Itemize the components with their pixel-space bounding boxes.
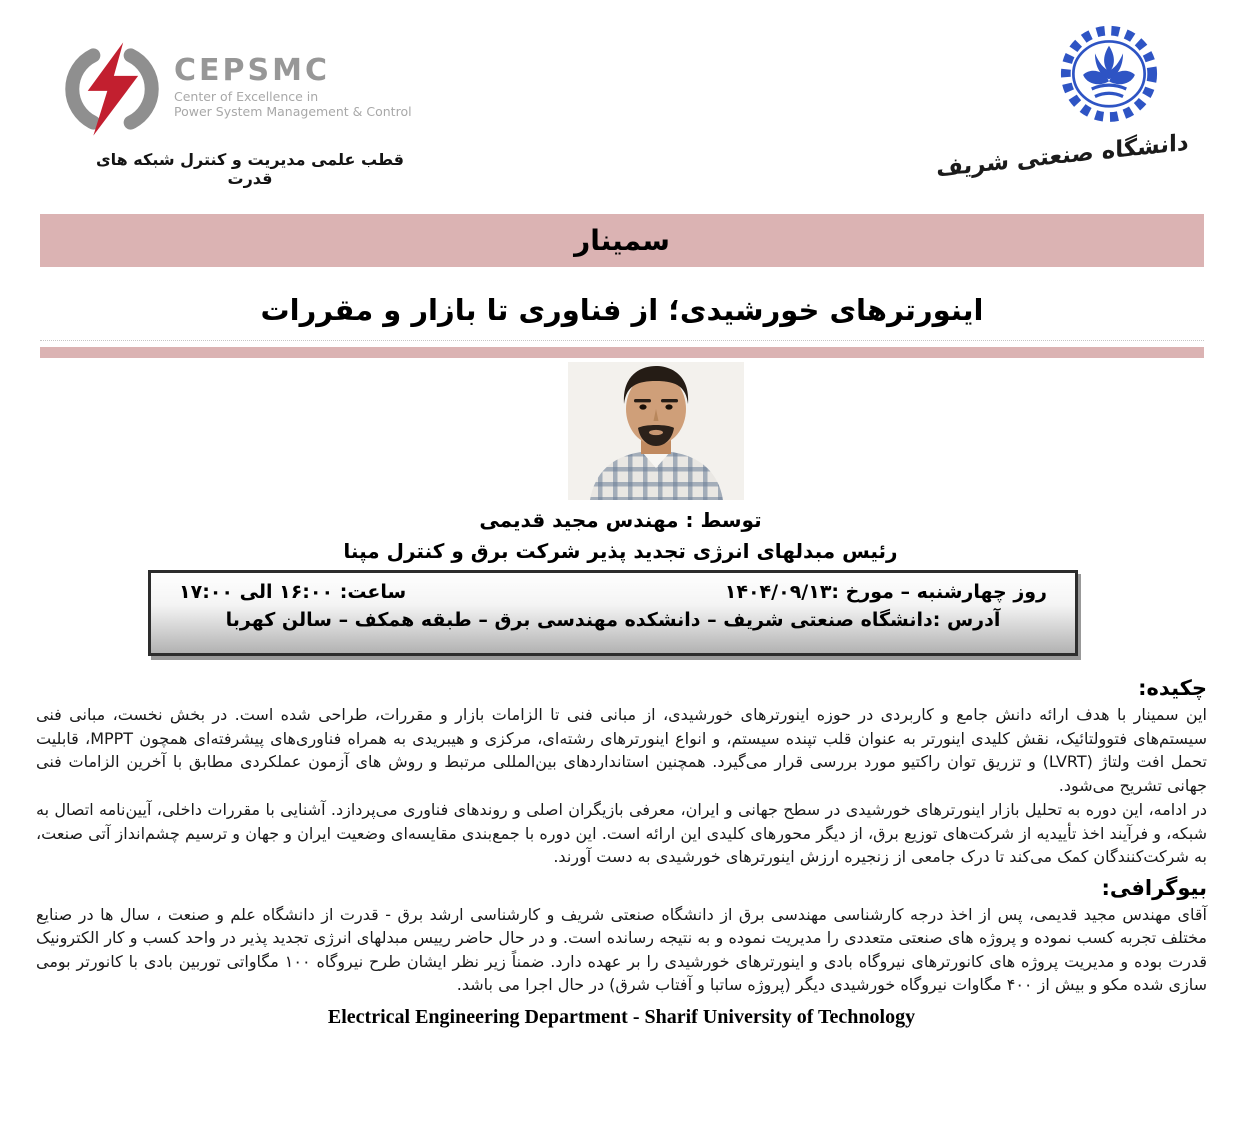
footer-department-line: Electrical Engineering Department - Sharif University of Technology xyxy=(327,1005,916,1028)
event-address: آدرس :دانشگاه صنعتی شریف – دانشکده مهندسی برق – طبقه همکف – سالن کهربا xyxy=(225,609,1001,631)
event-info-box xyxy=(148,570,1078,656)
cepsmc-wordmark xyxy=(174,53,412,119)
seminar-banner xyxy=(40,214,1204,267)
abstract-paragraph-1: این سمینار با هدف ارائه دانش جامع و کاربردی در حوزه اینورترهای خورشیدی، از مبانی فنی تا الزامات بازار و مقررات، طراحی شده است. در بخش نخست، مبانی فنی سیستم‌های فتوولتائیک، نقش کلیدی اینورتر به عنوان قلب تپنده سیستم، و انواع اینورترهای رشته‌ای، مرکزی و هیبریدی به همراه فناوری‌های پیشرفته‌ای همچون MPPT، قابلیت تحمل افت ولتاژ (LVRT) و تزریق توان راکتیو مورد بررسی قرار می‌گیرد. همچنین استانداردهای بین‌المللی مرتبط و روش های آزمون عملکردی مطابق با آخرین الزامات فنی جهانی تشریح می‌شود. xyxy=(36,705,1208,795)
biography-heading: بیوگرافی: xyxy=(1101,875,1207,900)
cepsmc-acronym: CEPSMC xyxy=(174,53,330,88)
presenter-portrait xyxy=(568,362,744,500)
cepsmc-tagline-line2: Power System Management & Control xyxy=(174,104,412,119)
sharif-university-name: دانشگاه صنعتی شریف xyxy=(936,129,1189,183)
cepsmc-logo-block xyxy=(56,40,412,138)
event-time: ساعت: ۱۶:۰۰ الی ۱۷:۰۰ xyxy=(179,581,407,603)
presenter-by-line: توسط : مهندس مجید قدیمی xyxy=(479,508,762,532)
event-day-date: روز چهارشنبه – مورخ :۱۴۰۴/۰۹/۱۳ xyxy=(724,581,1047,603)
document-body xyxy=(36,676,1207,1029)
cepsmc-tagline-line1: Center of Excellence in xyxy=(174,89,319,104)
biography-paragraph: آقای مهندس مجید قدیمی، پس از اخذ درجه کارشناسی مهندسی برق از دانشگاه صنعتی شریف و کارشناسی ارشد برق - قدرت از دانشگاه علم و صنعت ، سال ها در صنایع مختلف تجربه کسب نموده و پروژه های صنعتی متعددی را مدیریت نموده و به نتیجه رسانده است. و در حال حاضر رییس مبدلهای انرژی تجدید پذیر در واحد کسب و کار الکترونیک قدرت بوده و مدیریت پروژه های کانورترهای نیروگاه بادی و اینورترهای خورشیدی را بر عهده دارد. ضمناً زیر نظر ایشان طرح نیروگاه ۱۰۰ مگاواتی توربین بادی با کانورتر بومی سازی شده مکو و بیش از ۴۰۰ مگاوات نیروگاه خورشیدی دیگر (پروژه ساتبا و آفتاب شرق) در حال اجرا می باشد. xyxy=(36,904,1208,994)
lightning-bolt-icon xyxy=(56,40,168,138)
cepsmc-persian-caption: قطب علمی مدیریت و کنترل شبکه های قدرت xyxy=(95,150,405,188)
sharif-university-emblem xyxy=(1055,22,1163,130)
sharif-logo-block xyxy=(936,22,1189,183)
title-rule xyxy=(40,340,1204,341)
abstract-heading: چکیده: xyxy=(1138,676,1207,700)
pink-divider-bar xyxy=(40,347,1204,358)
seminar-banner-label: سمینار xyxy=(574,224,670,257)
abstract-paragraph-2: در ادامه، این دوره به تحلیل بازار اینورترهای خورشیدی در سطح جهانی و ایران، معرفی بازیگران اصلی و روندهای فناوری می‌پردازد. آشنایی با مقررات داخلی، آیین‌نامه اتصال به شبکه، و فرآیند اخذ تأییدیه از شرکت‌های توزیع برق، از دیگر محورهای کلیدی این ارائه است. این دوره با جمع‌بندی مقایسه‌ای وضعیت ایران و جهان و ترسیم چشم‌انداز آتی صنعت، به شرکت‌کنندگان کمک می‌کند تا درک جامعی از زنجیره ارزش اینورترهای خورشیدی به دست آورند. xyxy=(36,800,1207,866)
seminar-title: اینورترهای خورشیدی؛ از فناوری تا بازار و مقررات xyxy=(260,293,984,327)
presenter-role-line: رئیس مبدلهای انرژی تجدید پذیر شرکت برق و کنترل مپنا xyxy=(343,539,898,563)
